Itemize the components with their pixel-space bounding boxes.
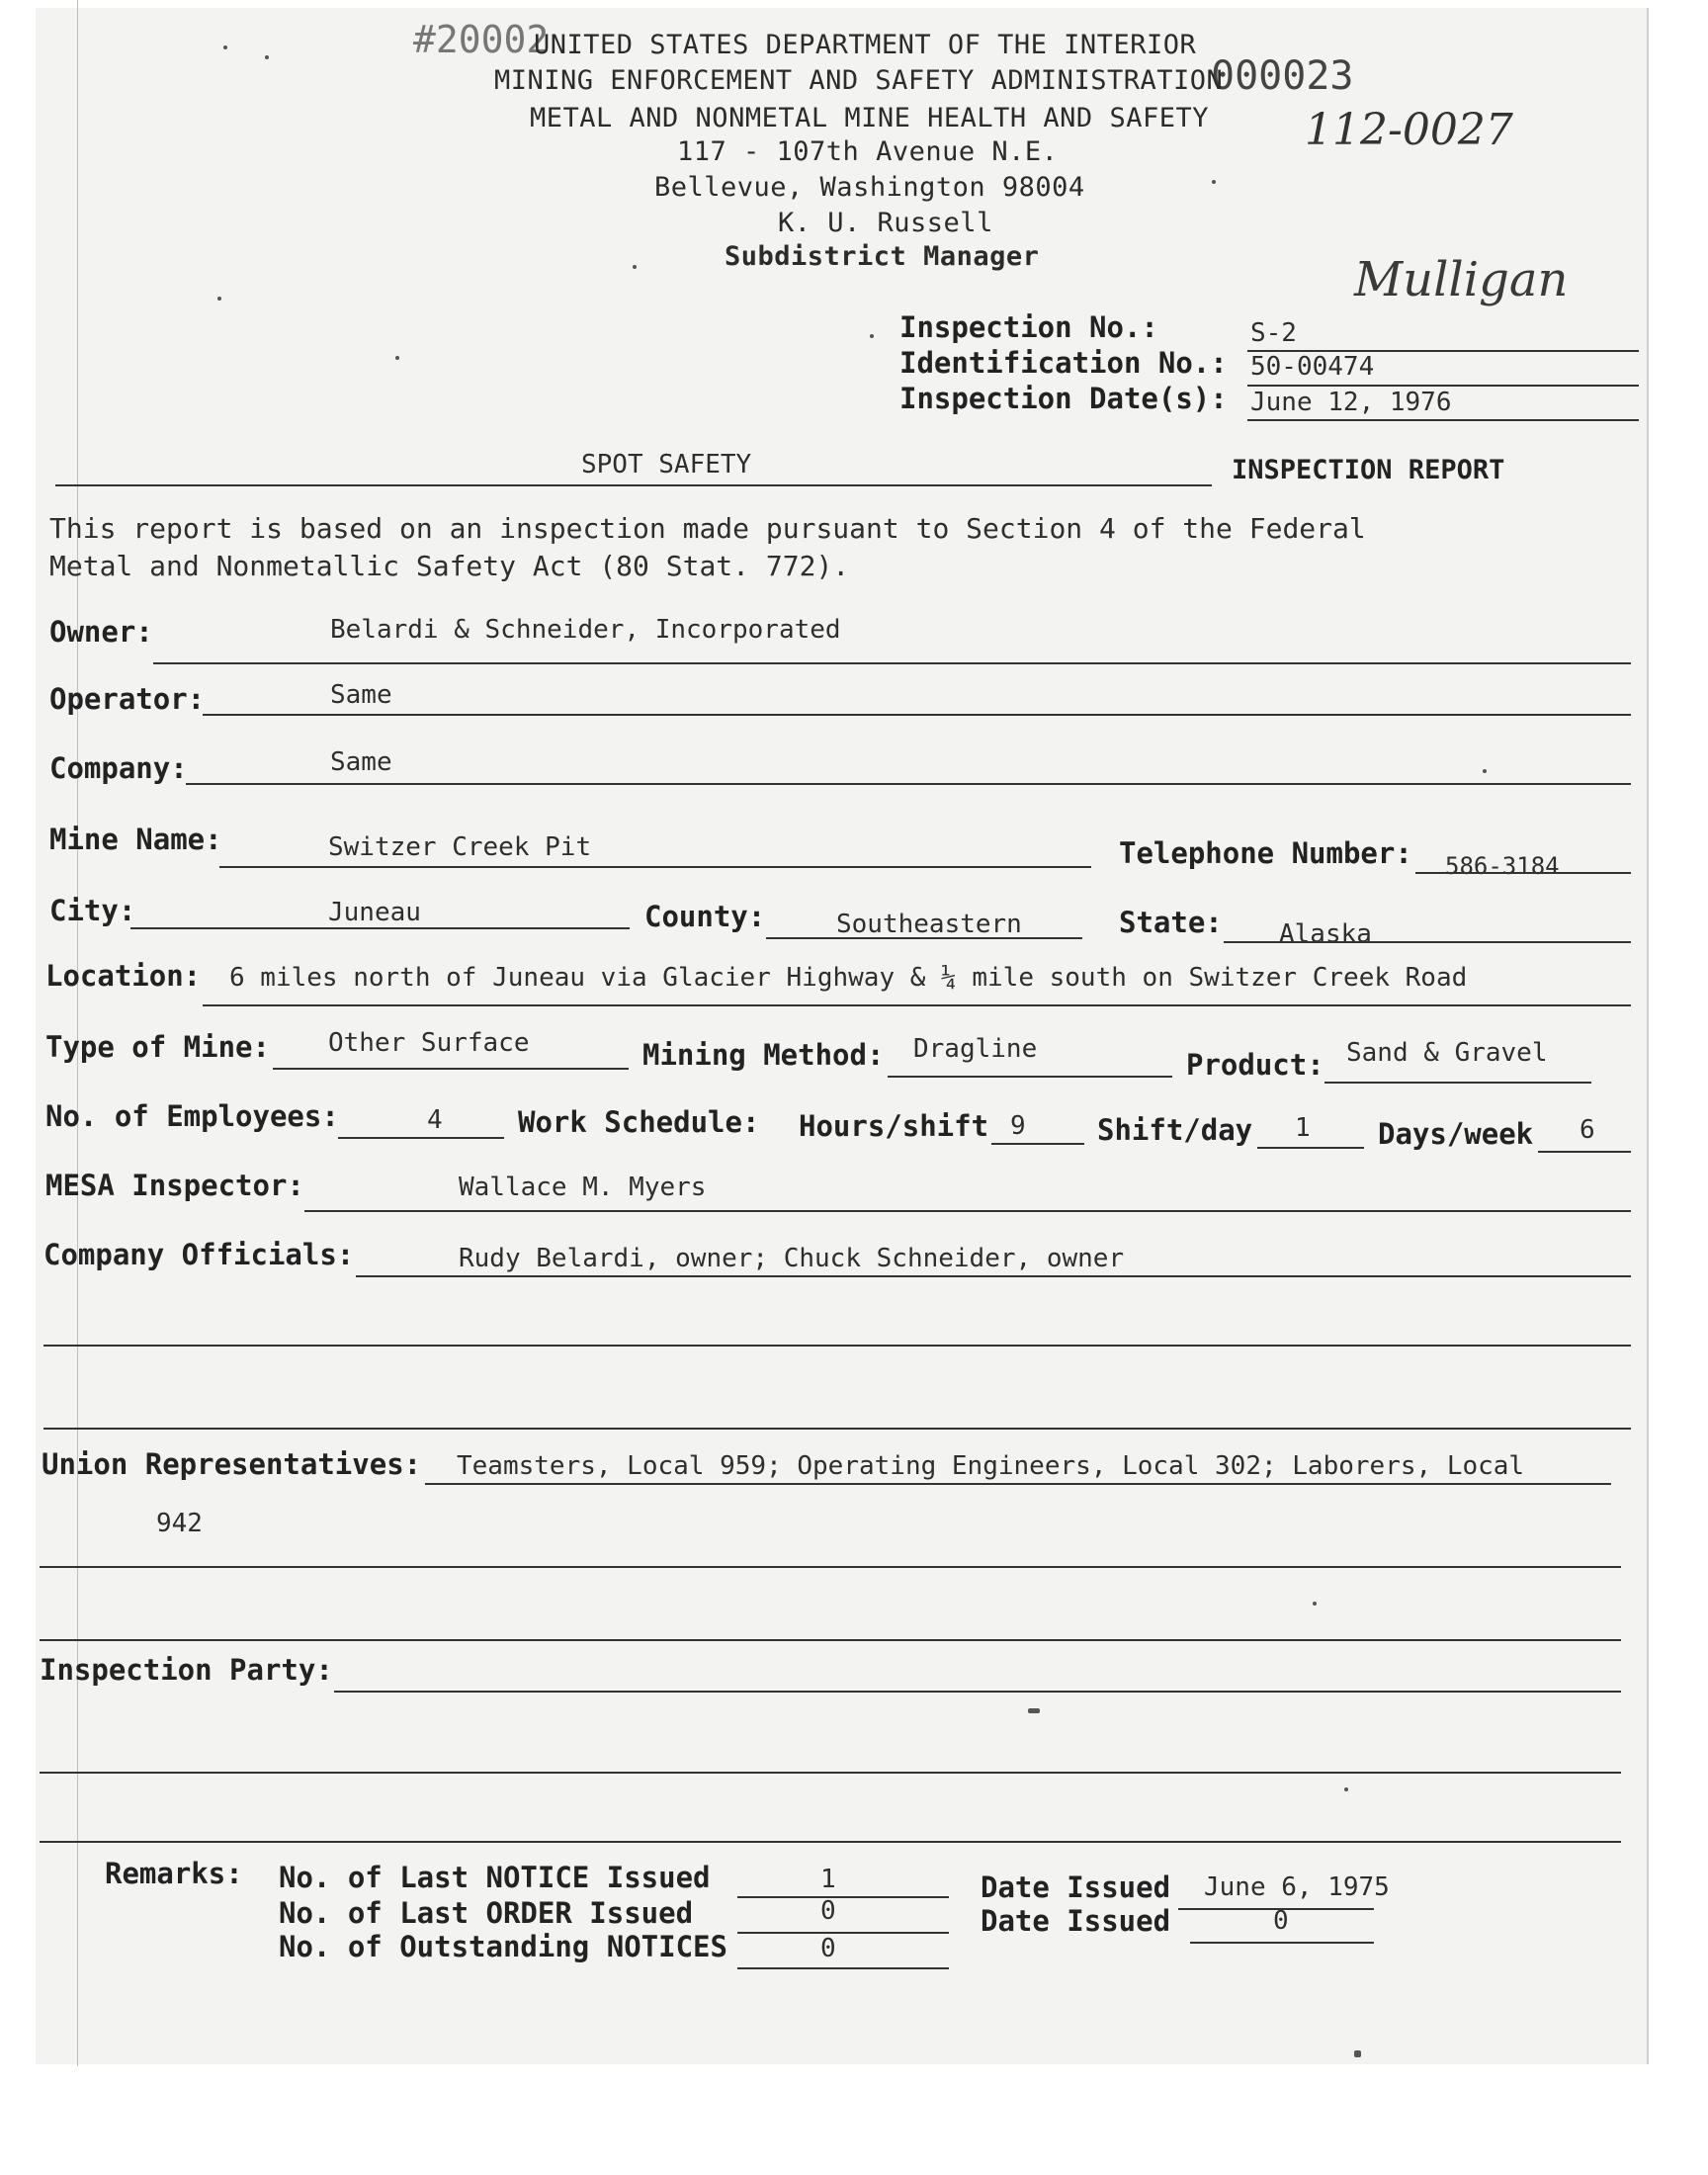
intro-line-2: Metal and Nonmetallic Safety Act (80 Stat. 772). bbox=[49, 550, 850, 582]
remarks-label: Remarks: bbox=[105, 1857, 243, 1890]
mining-method-label: Mining Method: bbox=[642, 1038, 885, 1072]
stamp-number: 000023 bbox=[1211, 53, 1354, 99]
address-line-1: 117 - 107th Avenue N.E. bbox=[677, 136, 1059, 167]
hours-shift-value: 9 bbox=[1010, 1111, 1026, 1141]
inspection-no-label: Inspection No.: bbox=[899, 310, 1158, 344]
report-title: INSPECTION REPORT bbox=[1232, 455, 1505, 485]
last-notice-label: No. of Last NOTICE Issued bbox=[279, 1861, 711, 1894]
stamp-left: #20002 bbox=[413, 18, 550, 61]
owner-value: Belardi & Schneider, Incorporated bbox=[330, 615, 841, 645]
operator-label: Operator: bbox=[49, 682, 206, 716]
outstanding-value: 0 bbox=[820, 1934, 836, 1963]
mining-method-value: Dragline bbox=[913, 1034, 1038, 1064]
agency-line-2: MINING ENFORCEMENT AND SAFETY ADMINISTRATION bbox=[494, 65, 1224, 96]
telephone-value: 586-3184 bbox=[1445, 852, 1560, 880]
officials-label: Company Officials: bbox=[43, 1238, 355, 1271]
date-issued-value-2: 0 bbox=[1273, 1906, 1289, 1936]
date-issued-value-1: June 6, 1975 bbox=[1204, 1872, 1390, 1902]
inspection-dates: June 12, 1976 bbox=[1250, 388, 1452, 417]
inspection-party-label: Inspection Party: bbox=[40, 1653, 333, 1687]
product-value: Sand & Gravel bbox=[1346, 1038, 1548, 1068]
company-value: Same bbox=[330, 747, 392, 777]
company-label: Company: bbox=[49, 751, 188, 785]
signature: Mulligan bbox=[1354, 252, 1569, 307]
operator-value: Same bbox=[330, 680, 392, 710]
type-of-mine-label: Type of Mine: bbox=[45, 1030, 270, 1064]
inspection-dates-label: Inspection Date(s): bbox=[899, 382, 1228, 415]
employees-value: 4 bbox=[427, 1105, 443, 1135]
officials-value: Rudy Belardi, owner; Chuck Schneider, owner bbox=[459, 1244, 1125, 1273]
date-issued-label-2: Date Issued bbox=[981, 1904, 1171, 1938]
location-value: 6 miles north of Juneau via Glacier Highway & ¼ mile south on Switzer Creek Road bbox=[229, 963, 1468, 993]
hours-shift-label: Hours/shift bbox=[799, 1109, 989, 1143]
product-label: Product: bbox=[1186, 1048, 1324, 1082]
state-label: State: bbox=[1119, 906, 1223, 939]
city-value: Juneau bbox=[328, 898, 421, 927]
identification-no: 50-00474 bbox=[1250, 352, 1375, 382]
inspector-label: MESA Inspector: bbox=[45, 1169, 304, 1202]
telephone-label: Telephone Number: bbox=[1119, 836, 1412, 870]
shift-day-value: 1 bbox=[1295, 1113, 1311, 1143]
days-week-label: Days/week bbox=[1378, 1117, 1534, 1151]
employees-label: No. of Employees: bbox=[45, 1099, 339, 1133]
manager-title: Subdistrict Manager bbox=[725, 241, 1040, 272]
inspector-value: Wallace M. Myers bbox=[459, 1173, 707, 1202]
agency-line-1: UNITED STATES DEPARTMENT OF THE INTERIOR bbox=[534, 30, 1197, 60]
state-value: Alaska bbox=[1279, 919, 1372, 949]
union-line-2: 942 bbox=[156, 1509, 203, 1538]
inspection-no: S-2 bbox=[1250, 318, 1297, 348]
manager-name: K. U. Russell bbox=[778, 208, 993, 238]
union-label: Union Representatives: bbox=[42, 1447, 422, 1481]
outstanding-label: No. of Outstanding NOTICES bbox=[279, 1930, 727, 1963]
owner-label: Owner: bbox=[49, 615, 153, 649]
agency-line-3: METAL AND NONMETAL MINE HEALTH AND SAFETY bbox=[530, 103, 1209, 133]
date-issued-label-1: Date Issued bbox=[981, 1870, 1171, 1904]
mine-name-value: Switzer Creek Pit bbox=[328, 832, 592, 862]
shift-day-label: Shift/day bbox=[1097, 1113, 1253, 1147]
intro-line-1: This report is based on an inspection made pursuant to Section 4 of the Federal bbox=[49, 512, 1366, 545]
union-line-1: Teamsters, Local 959; Operating Engineers, Local 302; Laborers, Local bbox=[457, 1451, 1525, 1481]
last-order-value: 0 bbox=[820, 1896, 836, 1926]
type-of-mine-value: Other Surface bbox=[328, 1028, 530, 1058]
city-label: City: bbox=[49, 894, 136, 927]
location-label: Location: bbox=[45, 959, 202, 993]
identification-no-label: Identification No.: bbox=[899, 346, 1228, 380]
address-line-2: Bellevue, Washington 98004 bbox=[654, 172, 1085, 203]
last-order-label: No. of Last ORDER Issued bbox=[279, 1896, 694, 1930]
handwritten-file-number: 112-0027 bbox=[1305, 105, 1513, 155]
work-schedule-label: Work Schedule: bbox=[518, 1105, 760, 1139]
county-value: Southeastern bbox=[836, 910, 1022, 939]
mine-name-label: Mine Name: bbox=[49, 823, 222, 856]
document-page bbox=[36, 8, 1649, 2064]
report-type: SPOT SAFETY bbox=[581, 450, 752, 479]
county-label: County: bbox=[644, 900, 766, 933]
days-week-value: 6 bbox=[1580, 1115, 1595, 1145]
last-notice-value: 1 bbox=[820, 1865, 836, 1894]
